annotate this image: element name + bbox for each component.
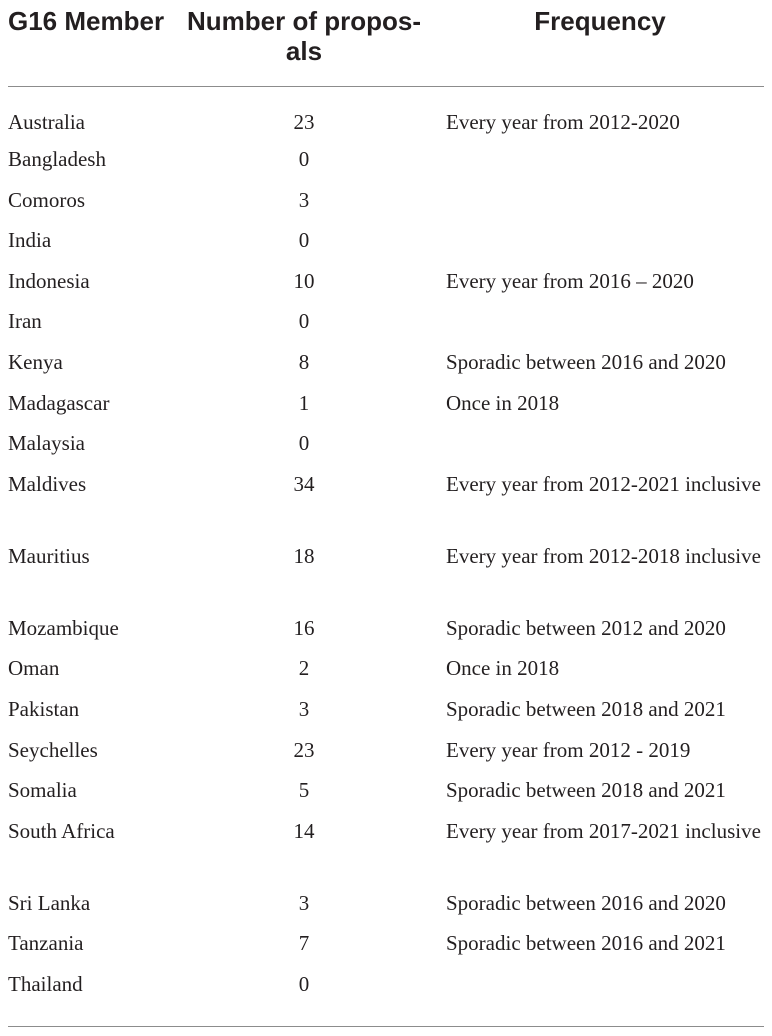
count-cell: 34 <box>293 471 315 496</box>
count-cell: 14 <box>293 818 315 843</box>
frequency-cell: Sporadic between 2018 and 2021 <box>446 696 726 721</box>
member-cell: Mauritius <box>8 543 90 568</box>
frequency-cell: Every year from 2012-2018 inclusive <box>446 543 761 568</box>
table-row <box>8 144 764 185</box>
member-cell: Bangladesh <box>8 147 106 171</box>
count-cell: 0 <box>298 971 310 996</box>
count-cell: 10 <box>293 268 315 293</box>
count-cell: 7 <box>298 931 310 956</box>
member-cell: Oman <box>8 656 60 681</box>
table-row <box>8 888 764 929</box>
table-row <box>8 469 764 541</box>
frequency-cell: Sporadic between 2016 and 2020 <box>446 890 726 915</box>
table-row <box>8 86 764 144</box>
frequency-cell: Every year from 2017-2021 inclusive <box>446 818 761 843</box>
table-row <box>8 694 764 735</box>
table-row <box>8 541 764 613</box>
count-cell: 0 <box>298 431 310 456</box>
count-cell: 3 <box>298 187 310 212</box>
frequency-cell: Every year from 2012 - 2019 <box>446 737 691 762</box>
member-cell: Somalia <box>8 778 77 803</box>
table-row <box>8 653 764 694</box>
table-row <box>8 613 764 654</box>
member-cell: South Africa <box>8 818 115 843</box>
count-cell: 23 <box>293 737 315 762</box>
count-cell: 5 <box>298 778 310 803</box>
member-cell: Thailand <box>8 971 83 996</box>
frequency-cell: Sporadic between 2016 and 2021 <box>446 931 726 956</box>
count-cell: 1 <box>298 390 310 415</box>
member-cell: Comoros <box>8 187 86 212</box>
count-cell: 18 <box>293 543 315 568</box>
count-cell: 2 <box>298 656 310 681</box>
frequency-cell: Once in 2018 <box>446 390 560 415</box>
table-row <box>8 928 764 969</box>
count-cell: 0 <box>298 228 310 253</box>
table-row <box>8 388 764 429</box>
table-row <box>8 347 764 388</box>
frequency-cell <box>436 306 764 347</box>
frequency-cell: Sporadic between 2012 and 2020 <box>446 615 726 640</box>
header-number-of-proposals: Number of propos-als <box>172 0 436 86</box>
member-cell: Pakistan <box>8 696 80 721</box>
table-row <box>8 185 764 226</box>
member-cell: Kenya <box>8 349 63 374</box>
frequency-cell <box>436 428 764 469</box>
member-cell: Seychelles <box>8 737 98 762</box>
member-cell: Indonesia <box>8 268 90 293</box>
frequency-cell <box>436 969 764 1010</box>
member-cell: Madagascar <box>8 390 110 415</box>
count-cell: 3 <box>298 890 310 915</box>
g16-proposals-table <box>8 0 764 1010</box>
frequency-cell: Every year from 2016 – 2020 <box>446 268 694 293</box>
count-cell: 8 <box>298 349 310 374</box>
header-frequency: Frequency <box>436 0 764 86</box>
count-cell: 3 <box>298 696 310 721</box>
table-row <box>8 969 764 1010</box>
table-row <box>8 266 764 307</box>
count-cell: 16 <box>293 615 315 640</box>
frequency-cell: Every year from 2012-2021 inclusive <box>446 471 761 496</box>
count-cell: 0 <box>298 147 310 171</box>
table-row <box>8 816 764 888</box>
member-cell: Malaysia <box>8 431 85 456</box>
frequency-cell <box>436 225 764 266</box>
frequency-cell <box>436 144 764 185</box>
frequency-cell: Sporadic between 2016 and 2020 <box>446 349 726 374</box>
member-cell: Iran <box>8 309 42 334</box>
member-cell: Sri Lanka <box>8 890 91 915</box>
member-cell: Australia <box>8 109 85 134</box>
table-row <box>8 306 764 347</box>
table-body <box>8 86 764 1010</box>
frequency-cell <box>436 185 764 226</box>
table-row <box>8 428 764 469</box>
table-row <box>8 735 764 776</box>
count-cell: 23 <box>293 109 315 134</box>
member-cell: Maldives <box>8 471 87 496</box>
frequency-cell: Sporadic between 2018 and 2021 <box>446 778 726 803</box>
member-cell: Mozambique <box>8 615 119 640</box>
member-cell: Tanzania <box>8 931 84 956</box>
member-cell: India <box>8 228 52 253</box>
header-member: G16 Member <box>8 0 172 86</box>
frequency-cell: Once in 2018 <box>446 656 560 681</box>
table-row <box>8 225 764 266</box>
table-bottom-rule <box>8 1026 764 1027</box>
header-row <box>8 0 764 86</box>
table-header <box>8 0 764 86</box>
frequency-cell: Every year from 2012-2020 <box>446 109 680 134</box>
count-cell: 0 <box>298 309 310 334</box>
table-row <box>8 775 764 816</box>
